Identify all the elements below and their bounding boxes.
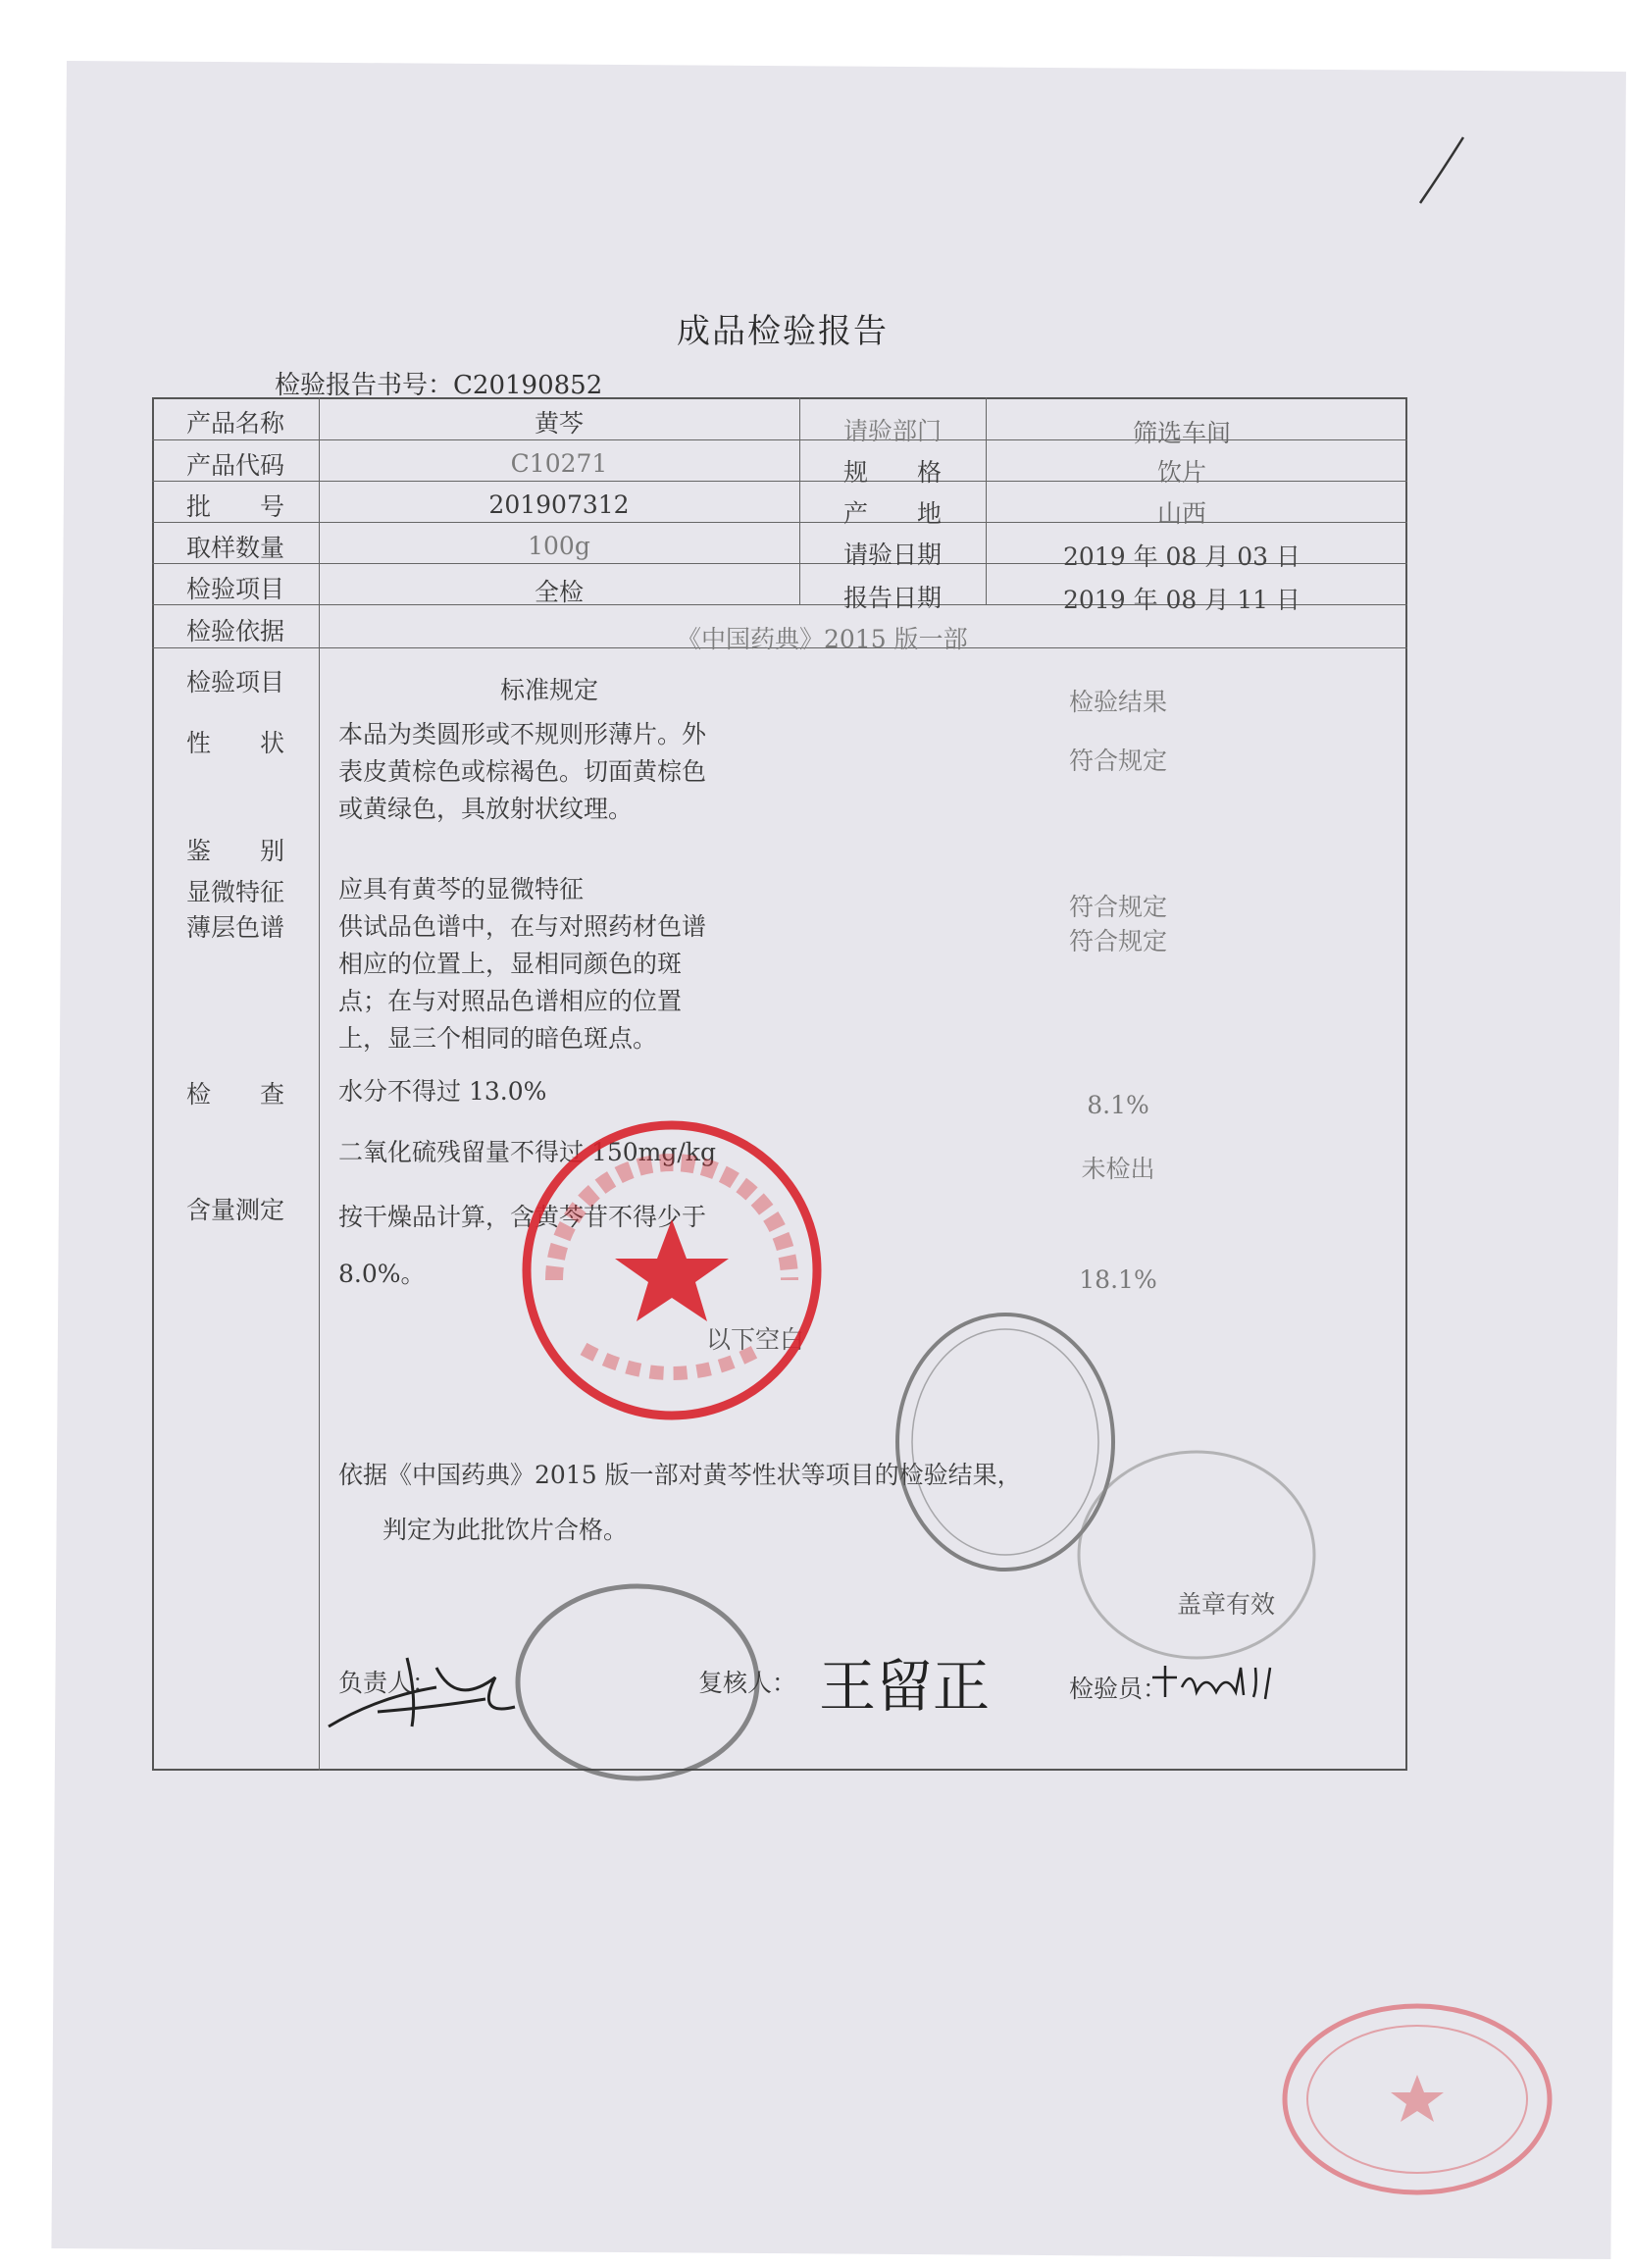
report-number-value: C20190852 (453, 371, 603, 400)
label-microscopic: 显微特征 (185, 878, 284, 906)
label-spec: 规 格 (842, 458, 942, 487)
report-number (275, 365, 602, 401)
grey-seal-2 (1069, 1442, 1324, 1668)
value-request-dept: 筛选车间 (1132, 419, 1231, 447)
report-number-label: 检验报告书号： (275, 371, 454, 400)
label-tlc: 薄层色谱 (185, 913, 284, 942)
value-product-name: 黄芩 (534, 409, 584, 438)
head-result: 检验结果 (1068, 688, 1167, 716)
standard-microscopic: 应具有黄芩的显微特征 (338, 875, 585, 903)
result-assay: 18.1% (1079, 1265, 1157, 1294)
label-product-name: 产品名称 (185, 409, 284, 438)
head-standard: 标准规定 (500, 676, 599, 704)
label-product-code: 产品代码 (185, 451, 284, 480)
conclusion-line2: 判定为此批饮片合格。 (382, 1516, 629, 1544)
value-origin: 山西 (1156, 499, 1206, 528)
value-request-date: 2019 年 08 月 03 日 (1063, 542, 1300, 571)
value-spec: 饮片 (1156, 458, 1206, 487)
label-test-items: 检验项目 (185, 575, 284, 603)
label-basis: 检验依据 (185, 617, 284, 645)
signature-reviewer: 王留正 (819, 1653, 991, 1720)
standard-moisture: 水分不得过 13.0% (338, 1077, 547, 1106)
standard-so2: 二氧化硫残留量不得过 150mg/kg (338, 1138, 716, 1166)
label-identification: 鉴 别 (185, 837, 284, 865)
handwritten-mark (1412, 132, 1471, 211)
result-appearance: 符合规定 (1068, 747, 1167, 775)
stamp-valid-note: 盖章有效 (1177, 1590, 1276, 1619)
conclusion-line1: 依据《中国药典》2015 版一部对黄芩性状等项目的检验结果， (338, 1461, 1022, 1489)
head-item: 检验项目 (185, 668, 284, 696)
label-sample-qty: 取样数量 (185, 534, 284, 562)
value-product-code: C10271 (510, 449, 608, 478)
result-tlc: 符合规定 (1068, 927, 1167, 955)
label-reviewer: 复核人： (698, 1669, 797, 1697)
value-report-date: 2019 年 08 月 11 日 (1063, 586, 1300, 614)
label-inspection: 检 查 (185, 1080, 284, 1108)
standard-tlc: 供试品色谱中，在与对照药材色谱 相应的位置上，显相同颜色的斑 点；在与对照品色谱相应的位置 上，显三个相同的暗色斑点。 (338, 912, 707, 1053)
standard-appearance: 本品为类圆形或不规则形薄片。外 表皮黄棕色或棕褐色。切面黄棕色 或黄绿色，具放射状纹理。 (338, 720, 707, 823)
standard-assay: 按干燥品计算，含黄芩苷不得少于 8.0%。 (338, 1203, 707, 1288)
label-inspector: 检验员： (1069, 1675, 1168, 1703)
grey-seal-3 (510, 1579, 765, 1785)
label-responsible: 负责人： (338, 1669, 437, 1697)
label-request-date: 请验日期 (842, 541, 942, 569)
label-batch-no: 批 号 (185, 492, 284, 521)
value-test-items: 全检 (534, 578, 584, 606)
label-assay: 含量测定 (185, 1196, 284, 1224)
value-basis: 《中国药典》2015 版一部 (677, 625, 968, 653)
value-batch-no: 201907312 (488, 490, 630, 519)
red-quality-seal (515, 1113, 829, 1427)
document-title: 成品检验报告 (677, 312, 889, 351)
result-so2: 未检出 (1081, 1155, 1155, 1183)
result-microscopic: 符合规定 (1068, 893, 1167, 921)
value-sample-qty: 100g (528, 532, 590, 560)
label-request-dept: 请验部门 (842, 417, 942, 445)
result-moisture: 8.1% (1087, 1091, 1149, 1119)
red-seal-faint (1275, 1996, 1559, 2202)
label-origin: 产 地 (842, 499, 942, 528)
label-appearance: 性 状 (185, 729, 284, 757)
blank-below: 以下空白 (706, 1325, 805, 1354)
label-report-date: 报告日期 (842, 584, 942, 612)
